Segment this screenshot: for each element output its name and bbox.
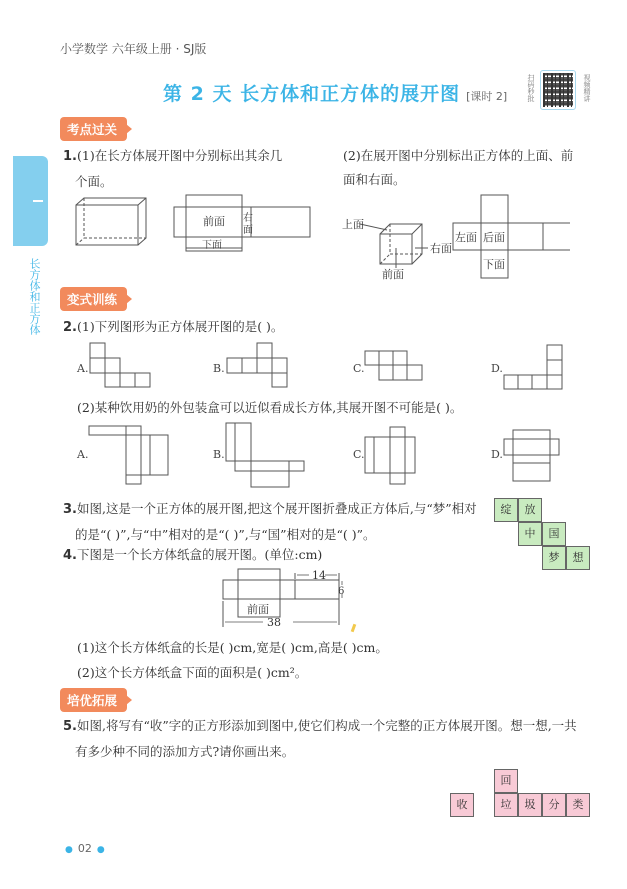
- page-number-text: 02: [77, 842, 92, 855]
- q3-cell: 想: [566, 546, 590, 570]
- q1-cuboid-figure: [70, 190, 320, 260]
- q2-1-net-b: [226, 342, 288, 388]
- q2-2-net-d: [503, 429, 565, 489]
- chapter-tab-mark: [33, 200, 43, 202]
- q5-cell: 分: [542, 793, 566, 817]
- q5-line1: 如图,将写有“收”字的正方形添加到图中,使它们构成一个完整的正方体展开图。想一想,一共: [76, 718, 577, 733]
- q4-part1: (1)这个长方体纸盒的长是( )cm,宽是( )cm,高是( )cm。: [77, 640, 388, 655]
- q2-number: 2.: [63, 320, 77, 335]
- title-text: 第 2 天 长方体和正方体的展开图: [163, 83, 461, 105]
- q4-part2: (2)这个长方体纸盒下面的面积是( )cm²。: [77, 665, 308, 680]
- q1-label-front: 前面: [203, 215, 225, 228]
- chapter-name: 长方体和正方体: [28, 258, 41, 335]
- q4-box-net: [215, 565, 355, 635]
- q2-1-option-b[interactable]: B.: [213, 362, 225, 375]
- svg-text:右: 右: [243, 213, 253, 224]
- q2-1-option-a[interactable]: A.: [77, 362, 89, 375]
- q2-part1-text: [63, 315, 283, 341]
- q3-number: 3.: [63, 502, 77, 517]
- q2-1-net-d: [503, 344, 565, 390]
- svg-text:左面: 左面: [455, 231, 477, 244]
- q4-number: 4.: [63, 548, 77, 563]
- qr-code[interactable]: [540, 70, 576, 110]
- section-tag-kaodian: 考点过关: [60, 117, 127, 141]
- q1-number: 1.: [63, 149, 77, 164]
- q3-cell: 绽: [494, 498, 518, 522]
- lesson-label: [课时 2]: [466, 90, 508, 103]
- q4-width-label: 14: [312, 569, 326, 582]
- q5-loose-cell[interactable]: 收: [450, 793, 474, 817]
- q3-line2: 的是“( )”,与“中”相对的是“( )”,与“国”相对的是“( )”。: [75, 526, 376, 542]
- q2-2-net-a: [88, 424, 173, 486]
- q3-cell: 放: [518, 498, 542, 522]
- dot-icon: ●: [96, 845, 105, 855]
- svg-text:后面: 后面: [483, 231, 505, 244]
- qr-code-icon: [543, 73, 573, 107]
- q5-line2: 有多少种不同的添加方式?请你画出来。: [75, 743, 295, 759]
- qr-right-caption: 视频精讲: [583, 74, 591, 102]
- q2-1-option-c[interactable]: C.: [353, 362, 365, 375]
- q1-part1-text: [63, 144, 282, 193]
- q3-cell: 国: [542, 522, 566, 546]
- q1-part2-line2: 面和右面。: [343, 171, 406, 187]
- book-subtitle: 小学数学 六年级上册 · SJ版: [60, 42, 207, 56]
- q3-cell: 中: [518, 522, 542, 546]
- q2-1-net-c: [364, 350, 426, 382]
- svg-text:6: 6: [338, 586, 345, 597]
- svg-text:前面: 前面: [382, 268, 404, 280]
- q2-2-option-b[interactable]: B.: [213, 448, 225, 461]
- page-title: [163, 79, 507, 106]
- svg-text:下面: 下面: [483, 258, 505, 271]
- q2-2-net-b: [225, 421, 310, 489]
- q5-cell: 类: [566, 793, 590, 817]
- q1-part2-line1: (2)在展开图中分别标出正方体的上面、前: [343, 148, 574, 163]
- q3-text: [63, 497, 477, 546]
- q5-cell: 圾: [518, 793, 542, 817]
- q1-part1-line1: (1)在长方体展开图中分别标出其余几: [76, 148, 283, 163]
- q2-2-option-a[interactable]: A.: [77, 448, 89, 461]
- q1-part1-line2: 个面。: [75, 173, 113, 189]
- q4-line1: 下图是一个长方体纸盒的展开图。(单位:cm): [76, 547, 323, 562]
- chapter-tab: [13, 156, 48, 246]
- q5-cell: 垃: [494, 793, 518, 817]
- dot-icon: ●: [65, 845, 73, 855]
- svg-text:下面: 下面: [202, 240, 222, 251]
- svg-text:上面: 上面: [342, 218, 364, 231]
- q2-2-option-d[interactable]: D.: [491, 448, 503, 461]
- q5-text: [63, 714, 577, 763]
- q5-cell: 回: [494, 769, 518, 793]
- q1-part2-text: [343, 144, 573, 192]
- q3-cube-net: [494, 498, 594, 578]
- q2-1-net-a: [89, 342, 151, 388]
- page-number: [60, 842, 110, 855]
- svg-text:前面: 前面: [247, 603, 269, 616]
- q2-part2-question: (2)某种饮用奶的外包装盒可以近似看成长方体,其展开图不可能是( )。: [77, 400, 463, 415]
- q1-cube-figure: [340, 190, 570, 280]
- svg-text:面: 面: [243, 225, 253, 236]
- svg-text:右面: 右面: [430, 242, 452, 255]
- q3-cell: 梦: [542, 546, 566, 570]
- q5-number: 5.: [63, 719, 77, 734]
- q2-2-net-c: [364, 426, 429, 488]
- q2-2-option-c[interactable]: C.: [353, 448, 365, 461]
- q2-part1-question: (1)下列图形为正方体展开图的是( )。: [76, 319, 284, 334]
- q2-1-option-d[interactable]: D.: [491, 362, 503, 375]
- q3-line1: 如图,这是一个正方体的展开图,把这个展开图折叠成正方体后,与“梦”相对: [76, 501, 477, 516]
- qr-left-caption: 扫码秒批: [527, 74, 535, 102]
- section-tag-bianshi: 变式训练: [60, 287, 127, 311]
- section-tag-peiyou: 培优拓展: [60, 688, 127, 712]
- svg-text:38: 38: [267, 616, 281, 629]
- q5-partial-net: [494, 769, 594, 819]
